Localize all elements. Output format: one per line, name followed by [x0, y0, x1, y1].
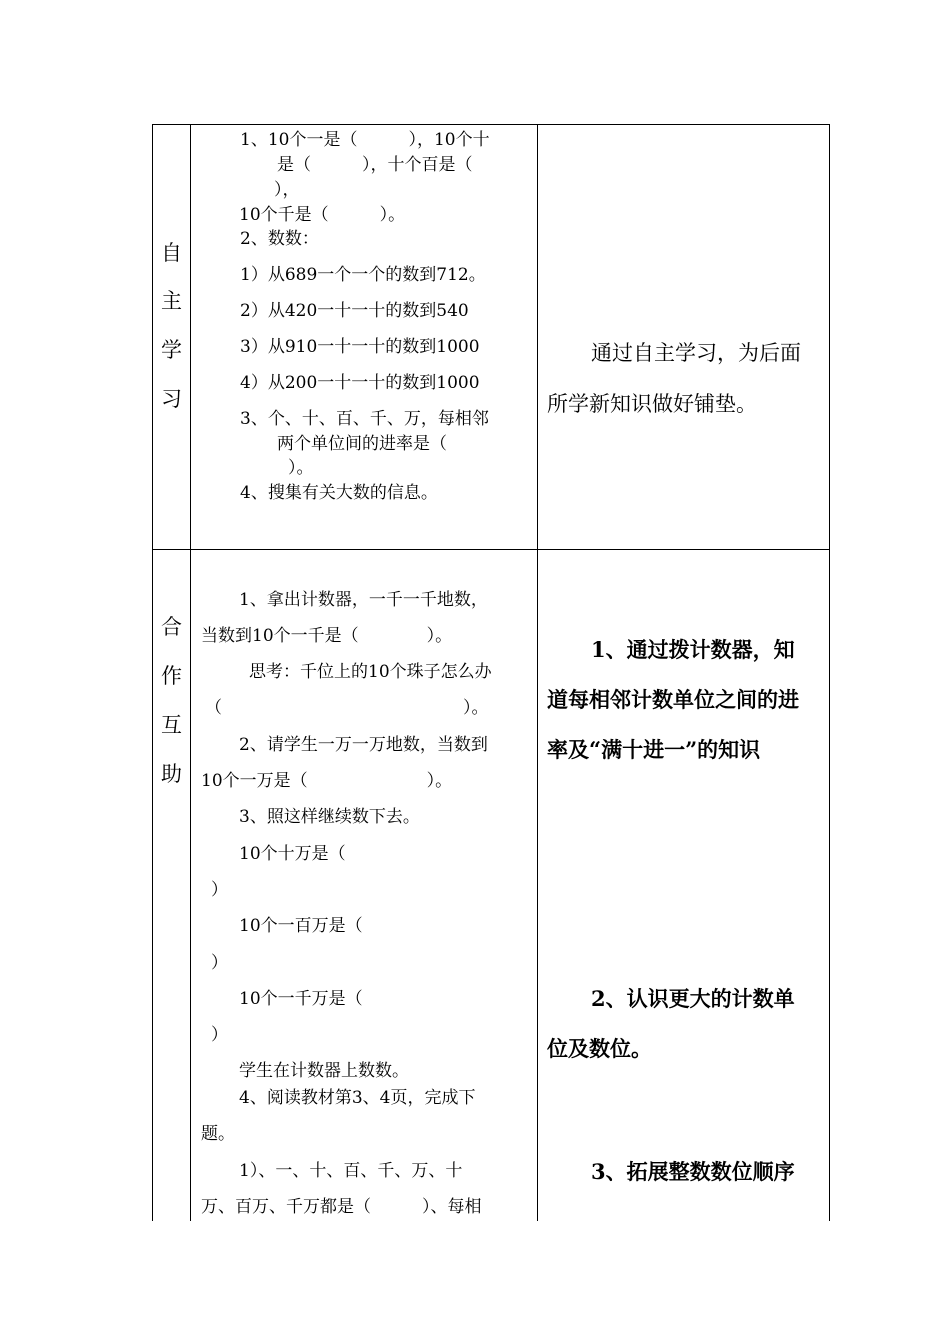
row2-label-char: 互 [161, 713, 182, 737]
objective-line: 3、拓展整数数位顺序 [591, 1159, 795, 1184]
row1-label-char: 学 [161, 338, 182, 362]
column-divider-2 [537, 125, 538, 1221]
text-line: 10个千是（ ）。 [239, 205, 406, 225]
text-line: 是（ ），十个百是（ [277, 155, 473, 175]
text-line: ）。 [288, 458, 314, 478]
row1-label-char: 自 [161, 241, 182, 265]
text-line: 10个一千万是（ [239, 989, 363, 1009]
text-line: ）， [274, 180, 300, 200]
text-line: 3、个、十、百、千、万，每相邻 [240, 409, 489, 429]
objective-line: 位及数位。 [547, 1036, 652, 1061]
row2-label-char: 作 [161, 664, 182, 688]
lesson-plan-table [152, 124, 830, 1221]
text-line: 万、百万、千万都是（ ）、每相 [201, 1197, 482, 1217]
text-line: 10个一百万是（ [239, 916, 363, 936]
text-line: ）。 [463, 698, 489, 718]
text-line: 4、阅读教材第3、4页，完成下 [239, 1088, 476, 1108]
text-line: ） [211, 1025, 228, 1045]
text-line: 10个一万是（ ）。 [201, 771, 453, 791]
text-line: 当数到10个一千是（ ）。 [201, 626, 453, 646]
text-line: 题。 [201, 1124, 235, 1144]
objective-line: 道每相邻计数单位之间的进 [547, 687, 799, 712]
text-line: 1）从689一个一个的数到712。 [240, 265, 486, 285]
row1-label-char: 习 [161, 387, 182, 411]
text-line: 10个十万是（ [239, 844, 346, 864]
text-line: 3）从910一十一十的数到1000 [240, 337, 480, 357]
text-line: 2、数数： [240, 229, 319, 249]
text-line: 1）、一、十、百、千、万、十 [239, 1161, 463, 1181]
text-line: （ [205, 698, 222, 718]
text-line: 2、请学生一万一万地数，当数到 [239, 735, 488, 755]
row2-label-char: 合 [161, 615, 182, 639]
objective-line: 所学新知识做好铺垫。 [547, 392, 757, 416]
text-line: 学生在计数器上数数。 [239, 1061, 409, 1081]
objective-line: 2、认识更大的计数单 [591, 986, 795, 1011]
text-line: 1、拿出计数器，一千一千地数， [239, 590, 488, 610]
text-line: 思考：千位上的10个珠子怎么办 [249, 662, 492, 682]
text-line: ） [211, 953, 228, 973]
row1-label-char: 主 [161, 289, 182, 313]
text-line: 4、搜集有关大数的信息。 [240, 483, 438, 503]
row-divider [153, 549, 829, 550]
objective-line: 通过自主学习，为后面 [591, 341, 801, 365]
text-line: 2）从420一十一十的数到540 [240, 301, 469, 321]
text-line: 3、照这样继续数下去。 [239, 807, 420, 827]
text-line: 4）从200一十一十的数到1000 [240, 373, 480, 393]
objective-line: 1、通过拨计数器，知 [591, 637, 795, 662]
text-line: ） [211, 880, 228, 900]
column-divider-1 [190, 125, 191, 1221]
text-line: 1、10个一是（ ），10个十 [240, 130, 490, 150]
text-line: 两个单位间的进率是（ [277, 434, 447, 454]
objective-line: 率及“满十进一”的知识 [547, 737, 761, 762]
row2-label-char: 助 [161, 762, 182, 786]
